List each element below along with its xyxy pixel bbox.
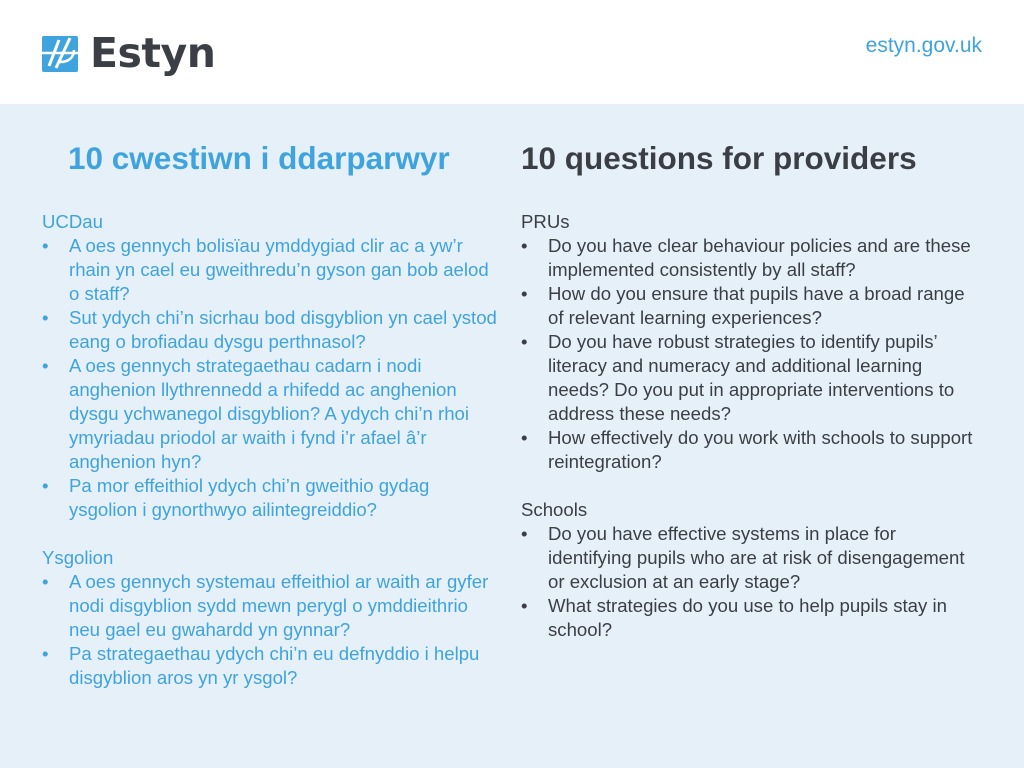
list-item bbox=[521, 522, 981, 594]
section-title: UCDau bbox=[42, 211, 103, 232]
bullet-list bbox=[42, 570, 502, 690]
welsh-section-ucdau bbox=[42, 210, 502, 522]
list-item-text: Do you have effective systems in place for identifying pupils who are at risk of disengagement or exclusion at an early stage? bbox=[548, 523, 965, 592]
bullet-icon: • bbox=[42, 355, 49, 376]
list-item bbox=[42, 234, 502, 306]
bullet-icon: • bbox=[521, 235, 528, 256]
list-item-text: A oes gennych systemau effeithiol ar waith ar gyfer nodi disgyblion sydd mewn perygl o ymddieithrio neu gael eu gwahardd yn gynnar? bbox=[69, 571, 489, 640]
english-column bbox=[521, 210, 981, 666]
bullet-icon: • bbox=[42, 307, 49, 328]
list-item bbox=[42, 306, 502, 354]
list-item bbox=[42, 474, 502, 522]
list-item bbox=[521, 282, 981, 330]
estyn-logo-mark-icon bbox=[42, 36, 78, 72]
english-section-prus bbox=[521, 210, 981, 474]
section-title: Ysgolion bbox=[42, 547, 114, 568]
bullet-icon: • bbox=[42, 643, 49, 664]
list-item-text: How effectively do you work with schools to support reintegration? bbox=[548, 427, 973, 472]
list-item-text: Pa mor effeithiol ydych chi’n gweithio gydag ysgolion i gynorthwyo ailintegreiddio? bbox=[69, 475, 430, 520]
bullet-icon: • bbox=[42, 571, 49, 592]
list-item bbox=[521, 234, 981, 282]
site-url-link[interactable]: estyn.gov.uk bbox=[865, 34, 982, 57]
section-title: PRUs bbox=[521, 211, 570, 232]
bullet-list bbox=[42, 234, 502, 522]
bullet-icon: • bbox=[521, 427, 528, 448]
content-area bbox=[0, 104, 1024, 768]
english-section-schools bbox=[521, 498, 981, 642]
welsh-section-ysgolion bbox=[42, 546, 502, 690]
list-item-text: What strategies do you use to help pupils stay in school? bbox=[548, 595, 947, 640]
bullet-icon: • bbox=[521, 523, 528, 544]
list-item bbox=[521, 426, 981, 474]
bullet-icon: • bbox=[521, 331, 528, 352]
bullet-icon: • bbox=[521, 595, 528, 616]
list-item-text: Sut ydych chi’n sicrhau bod disgyblion yn cael ystod eang o brofiadau dysgu perthnasol? bbox=[69, 307, 497, 352]
list-item bbox=[42, 570, 502, 642]
list-item bbox=[521, 330, 981, 426]
bullet-icon: • bbox=[42, 475, 49, 496]
bullet-icon: • bbox=[521, 283, 528, 304]
estyn-logo[interactable] bbox=[42, 29, 216, 77]
english-heading: 10 questions for providers bbox=[521, 140, 917, 176]
welsh-column bbox=[42, 210, 502, 714]
list-item-text: Do you have clear behaviour policies and are these implemented consistently by all staff? bbox=[548, 235, 971, 280]
list-item-text: Pa strategaethau ydych chi’n eu defnyddio i helpu disgyblion aros yn yr ysgol? bbox=[69, 643, 480, 688]
list-item-text: A oes gennych bolisïau ymddygiad clir ac a yw’r rhain yn cael eu gweithredu’n gyson gan bob aelod o staff? bbox=[69, 235, 489, 304]
page-header bbox=[0, 0, 1024, 104]
bullet-icon: • bbox=[42, 235, 49, 256]
section-title: Schools bbox=[521, 499, 588, 520]
list-item bbox=[42, 642, 502, 690]
list-item-text: A oes gennych strategaethau cadarn i nodi anghenion llythrennedd a rhifedd ac anghenion dysgu ychwanegol disgyblion? A ydych chi’n rhoi ymyriadau priodol ar waith i fynd i’r afael â’r anghenion hyn? bbox=[69, 355, 470, 472]
list-item-text: How do you ensure that pupils have a broad range of relevant learning experiences? bbox=[548, 283, 965, 328]
brand-name: Estyn bbox=[90, 29, 216, 77]
list-item-text: Do you have robust strategies to identify pupils’ literacy and numeracy and additional learning needs? Do you put in appropriate interventions to address these needs? bbox=[548, 331, 955, 424]
bullet-list bbox=[521, 234, 981, 474]
list-item bbox=[42, 354, 502, 474]
list-item bbox=[521, 594, 981, 642]
welsh-heading: 10 cwestiwn i ddarparwyr bbox=[68, 140, 450, 176]
bullet-list bbox=[521, 522, 981, 642]
